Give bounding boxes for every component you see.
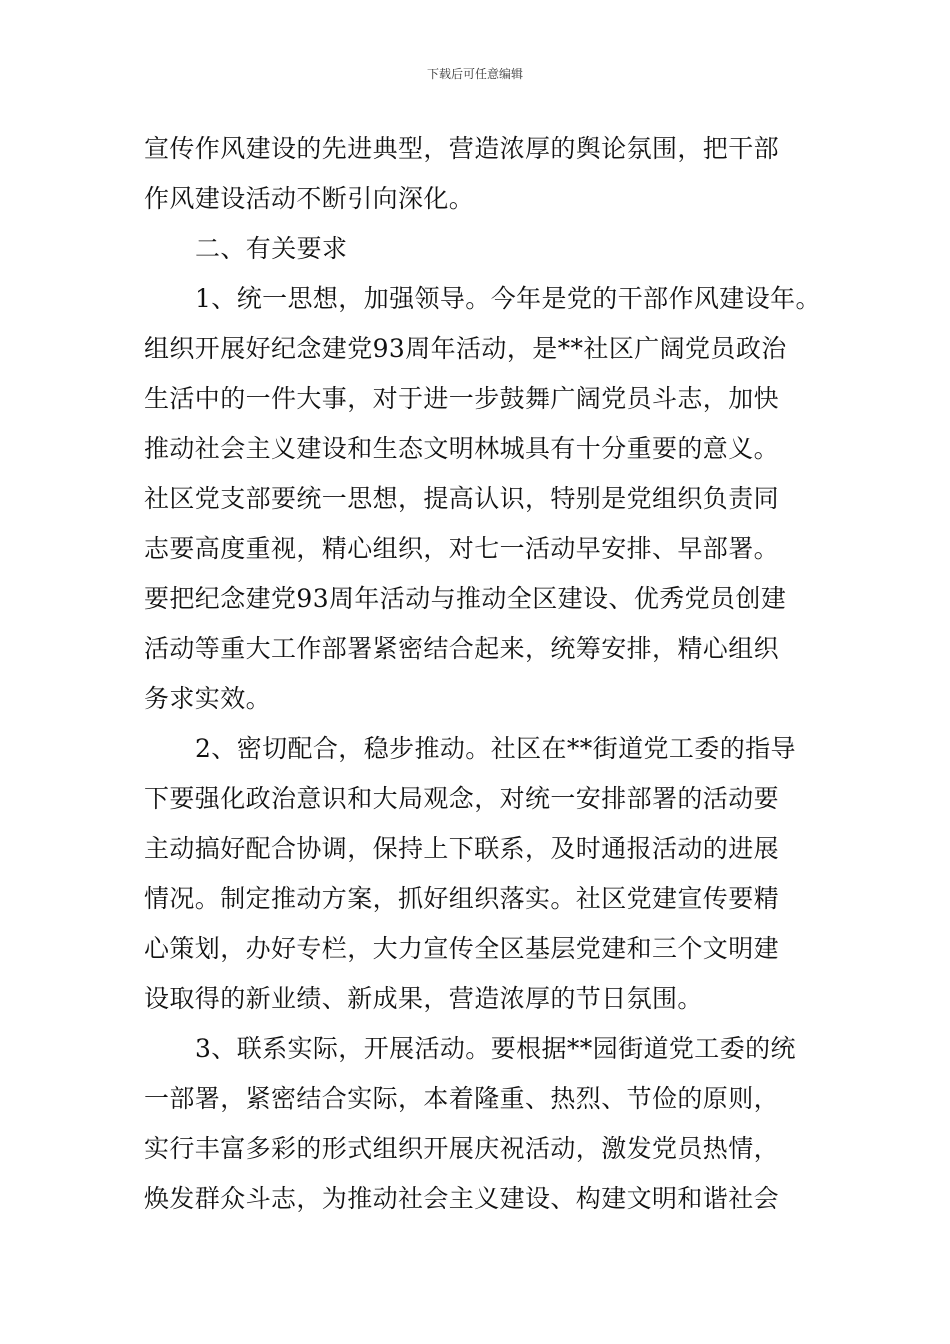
text-line: 3、联系实际，开展活动。要根据**园街道党工委的统: [195, 1034, 796, 1063]
text-line: 社区党支部要统一思想，提高认识，特别是党组织负责同: [144, 484, 780, 513]
text-line: 1、统一思想，加强领导。今年是党的干部作风建设年。: [195, 284, 821, 313]
text-line: 下要强化政治意识和大局观念，对统一安排部署的活动要: [144, 784, 780, 813]
text-line: 组织开展好纪念建党93周年活动，是**社区广阔党员政治: [144, 334, 787, 363]
text-line: 2、密切配合，稳步推动。社区在**街道党工委的指导: [195, 734, 796, 763]
text-line: 情况。制定推动方案，抓好组织落实。社区党建宣传要精: [144, 884, 780, 913]
text-line: 生活中的一件大事，对于进一步鼓舞广阔党员斗志，加快: [144, 384, 780, 413]
text-line: 活动等重大工作部署紧密结合起来，统筹安排，精心组织: [144, 634, 780, 663]
page-header: 下载后可任意编辑: [426, 67, 523, 81]
text-line: 一部署，紧密结合实际，本着隆重、热烈、节俭的原则，: [144, 1084, 780, 1113]
text-line: 二、有关要求: [195, 234, 348, 263]
text-line: 心策划，办好专栏，大力宣传全区基层党建和三个文明建: [144, 934, 780, 963]
text-line: 宣传作风建设的先进典型，营造浓厚的舆论氛围，把干部: [144, 134, 780, 163]
text-line: 志要高度重视，精心组织，对七一活动早安排、早部署。: [144, 534, 780, 563]
document-body: [144, 124, 824, 1224]
text-line: 设取得的新业绩、新成果，营造浓厚的节日氛围。: [144, 984, 703, 1013]
text-line: 作风建设活动不断引向深化。: [144, 184, 475, 213]
text-line: 推动社会主义建设和生态文明林城具有十分重要的意义。: [144, 434, 780, 463]
text-line: 实行丰富多彩的形式组织开展庆祝活动，激发党员热情，: [144, 1134, 780, 1163]
text-line: 焕发群众斗志，为推动社会主义建设、构建文明和谐社会: [144, 1184, 780, 1213]
text-line: 主动搞好配合协调，保持上下联系，及时通报活动的进展: [144, 834, 780, 863]
text-line: 要把纪念建党93周年活动与推动全区建设、优秀党员创建: [144, 584, 787, 613]
text-line: 务求实效。: [144, 684, 272, 713]
